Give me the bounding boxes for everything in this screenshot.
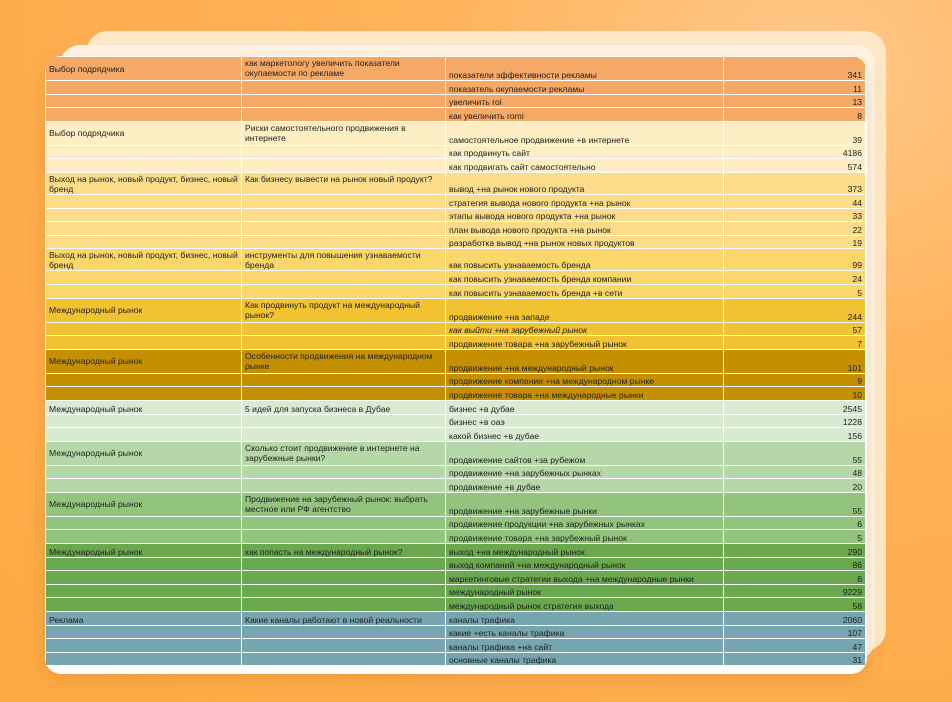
article-cell[interactable]: Как бизнесу вывести на рынок новый продукт? (242, 172, 446, 194)
frequency-cell[interactable]: 19 (724, 235, 866, 249)
table-row (46, 530, 866, 544)
frequency-cell[interactable]: 107 (724, 625, 866, 639)
article-cell[interactable] (242, 159, 446, 173)
topic-cell[interactable] (46, 639, 242, 653)
article-cell[interactable]: Риски самостоятельного продвижения в интернете (242, 121, 446, 145)
frequency-cell[interactable]: 2060 (724, 612, 866, 626)
table-row (46, 584, 866, 598)
table-row (46, 336, 866, 350)
article-cell[interactable] (242, 465, 446, 479)
keyword-cell[interactable]: продвижение товара +на международные рынки (446, 387, 724, 401)
frequency-cell[interactable]: 86 (724, 557, 866, 571)
topic-cell[interactable] (46, 235, 242, 249)
frequency-cell[interactable]: 156 (724, 428, 866, 442)
frequency-cell[interactable]: 574 (724, 159, 866, 173)
topic-cell[interactable]: Выход на рынок, новый продукт, бизнес, новый бренд (46, 172, 242, 194)
keyword-cell[interactable]: самостоятельное продвижение +в интернете (446, 121, 724, 145)
topic-cell[interactable] (46, 465, 242, 479)
keyword-table (45, 56, 866, 666)
table-row (46, 492, 866, 516)
table-row (46, 479, 866, 493)
table-row (46, 172, 866, 194)
article-cell[interactable]: Особенности продвижения на международном рынке (242, 349, 446, 373)
frequency-cell[interactable]: 33 (724, 208, 866, 222)
frequency-cell[interactable]: 55 (724, 492, 866, 516)
topic-cell[interactable] (46, 516, 242, 530)
frequency-cell[interactable]: 101 (724, 349, 866, 373)
article-cell[interactable] (242, 625, 446, 639)
topic-cell[interactable] (46, 414, 242, 428)
topic-cell[interactable] (46, 322, 242, 336)
topic-cell[interactable] (46, 557, 242, 571)
keyword-cell[interactable]: выход компаний +на международный рынок (446, 557, 724, 571)
frequency-cell[interactable]: 9 (724, 373, 866, 387)
article-cell[interactable] (242, 652, 446, 666)
keyword-cell[interactable]: план вывода нового продукта +на рынок (446, 222, 724, 236)
table-row (46, 81, 866, 95)
frequency-cell[interactable]: 244 (724, 298, 866, 322)
frequency-cell[interactable]: 9229 (724, 584, 866, 598)
article-cell[interactable]: как маркетологу увеличить показатели окупаемости по рекламе (242, 57, 446, 81)
frequency-cell[interactable]: 13 (724, 94, 866, 108)
article-cell[interactable]: Какие каналы работают в новой реальности (242, 612, 446, 626)
table-row (46, 194, 866, 208)
keyword-cell[interactable]: продвижение сайтов +за рубежом (446, 441, 724, 465)
topic-cell[interactable]: Выход на рынок, новый продукт, бизнес, новый бренд (46, 249, 242, 271)
keyword-cell[interactable]: выход +на международный рынок (446, 544, 724, 558)
article-cell[interactable] (242, 530, 446, 544)
topic-cell[interactable] (46, 81, 242, 95)
topic-cell[interactable]: Международный рынок (46, 349, 242, 373)
table-row (46, 516, 866, 530)
table-row (46, 557, 866, 571)
keyword-cell[interactable]: увеличить roi (446, 94, 724, 108)
table-row (46, 349, 866, 373)
table-row (46, 271, 866, 285)
article-cell[interactable] (242, 208, 446, 222)
frequency-cell[interactable]: 39 (724, 121, 866, 145)
topic-cell[interactable] (46, 284, 242, 298)
article-cell[interactable] (242, 222, 446, 236)
topic-cell[interactable] (46, 108, 242, 122)
article-cell[interactable] (242, 373, 446, 387)
topic-cell[interactable]: Международный рынок (46, 544, 242, 558)
topic-cell[interactable]: Выбор подрядчика (46, 121, 242, 145)
article-cell[interactable] (242, 194, 446, 208)
keyword-cell[interactable]: международный рынок стратегия выхода (446, 598, 724, 612)
frequency-cell[interactable]: 55 (724, 441, 866, 465)
keyword-cell[interactable]: какие +есть каналы трафика (446, 625, 724, 639)
table-row (46, 284, 866, 298)
keyword-cell[interactable]: какой бизнес +в дубае (446, 428, 724, 442)
keyword-cell[interactable]: продвижение товара +на зарубежный рынок (446, 336, 724, 350)
frequency-cell[interactable]: 57 (724, 322, 866, 336)
table-row (46, 94, 866, 108)
topic-cell[interactable]: Международный рынок (46, 441, 242, 465)
frequency-cell[interactable]: 6 (724, 571, 866, 585)
article-cell[interactable] (242, 145, 446, 159)
article-cell[interactable] (242, 81, 446, 95)
topic-cell[interactable] (46, 652, 242, 666)
article-cell[interactable] (242, 414, 446, 428)
table-row (46, 652, 866, 666)
table-row (46, 414, 866, 428)
frequency-cell[interactable]: 2545 (724, 400, 866, 414)
keyword-cell[interactable]: продвижение товара +на зарубежный рынок (446, 530, 724, 544)
frequency-cell[interactable]: 5 (724, 284, 866, 298)
table-row (46, 121, 866, 145)
topic-cell[interactable] (46, 145, 242, 159)
frequency-cell[interactable]: 31 (724, 652, 866, 666)
article-cell[interactable]: инструменты для повышения узнаваемости бренда (242, 249, 446, 271)
keyword-cell[interactable]: международный рынок (446, 584, 724, 598)
table-row (46, 544, 866, 558)
article-cell[interactable] (242, 571, 446, 585)
keyword-cell[interactable]: продвижение +в дубае (446, 479, 724, 493)
keyword-cell[interactable]: как повысить узнаваемость бренда компании (446, 271, 724, 285)
topic-cell[interactable] (46, 94, 242, 108)
article-cell[interactable]: Как продвинуть продукт на международный рынок? (242, 298, 446, 322)
keyword-cell[interactable]: вывод +на рынок нового продукта (446, 172, 724, 194)
topic-cell[interactable] (46, 598, 242, 612)
article-cell[interactable]: Продвижение на зарубежный рынок: выбрать местное или РФ агентство (242, 492, 446, 516)
topic-cell[interactable] (46, 194, 242, 208)
frequency-cell[interactable]: 290 (724, 544, 866, 558)
article-cell[interactable] (242, 598, 446, 612)
keyword-cell[interactable]: основные каналы трафика (446, 652, 724, 666)
topic-cell[interactable]: Выбор подрядчика (46, 57, 242, 81)
keyword-cell[interactable]: как продвигать сайт самостоятельно (446, 159, 724, 173)
table-row (46, 428, 866, 442)
keyword-cell[interactable]: продвижение компании +на международном рынке (446, 373, 724, 387)
frequency-cell[interactable]: 5 (724, 530, 866, 544)
table-row (46, 639, 866, 653)
keyword-cell[interactable]: показатели эффективности рекламы (446, 57, 724, 81)
frequency-cell[interactable]: 24 (724, 271, 866, 285)
keyword-cell[interactable]: как повысить узнаваемость бренда (446, 249, 724, 271)
topic-cell[interactable] (46, 222, 242, 236)
topic-cell[interactable] (46, 387, 242, 401)
table-row (46, 145, 866, 159)
topic-cell[interactable]: Международный рынок (46, 298, 242, 322)
article-cell[interactable] (242, 516, 446, 530)
frequency-cell[interactable]: 4186 (724, 145, 866, 159)
frequency-cell[interactable]: 373 (724, 172, 866, 194)
topic-cell[interactable] (46, 373, 242, 387)
keyword-table-body (46, 57, 866, 666)
topic-cell[interactable] (46, 571, 242, 585)
article-cell[interactable] (242, 271, 446, 285)
frequency-cell[interactable]: 44 (724, 194, 866, 208)
table-row (46, 108, 866, 122)
article-cell[interactable] (242, 94, 446, 108)
topic-cell[interactable] (46, 428, 242, 442)
article-cell[interactable] (242, 479, 446, 493)
keyword-cell[interactable]: разработка вывод +на рынок новых продуктов (446, 235, 724, 249)
article-cell[interactable] (242, 336, 446, 350)
topic-cell[interactable]: Международный рынок (46, 400, 242, 414)
table-row (46, 625, 866, 639)
table-row (46, 373, 866, 387)
keyword-cell[interactable]: как увеличить romi (446, 108, 724, 122)
table-row (46, 57, 866, 81)
frequency-cell[interactable]: 6 (724, 516, 866, 530)
spreadsheet-card (45, 56, 867, 674)
keyword-cell[interactable]: продвижение продукции +на зарубежных рынках (446, 516, 724, 530)
frequency-cell[interactable]: 1228 (724, 414, 866, 428)
article-cell[interactable] (242, 284, 446, 298)
keyword-cell[interactable]: каналы трафика (446, 612, 724, 626)
article-cell[interactable] (242, 235, 446, 249)
keyword-cell[interactable]: продвижение +на зарубежные рынки (446, 492, 724, 516)
table-row (46, 612, 866, 626)
article-cell[interactable] (242, 322, 446, 336)
keyword-cell[interactable]: продвижение +на зарубежных рынках (446, 465, 724, 479)
keyword-cell[interactable]: маркетинговые стратегии выхода +на международные рынки (446, 571, 724, 585)
frequency-cell[interactable]: 341 (724, 57, 866, 81)
topic-cell[interactable] (46, 208, 242, 222)
frequency-cell[interactable]: 10 (724, 387, 866, 401)
table-row (46, 159, 866, 173)
topic-cell[interactable] (46, 336, 242, 350)
article-cell[interactable] (242, 584, 446, 598)
table-row (46, 235, 866, 249)
frequency-cell[interactable]: 7 (724, 336, 866, 350)
table-row (46, 222, 866, 236)
frequency-cell[interactable]: 8 (724, 108, 866, 122)
frequency-cell[interactable]: 22 (724, 222, 866, 236)
keyword-cell[interactable]: этапы вывода нового продукта +на рынок (446, 208, 724, 222)
frequency-cell[interactable]: 20 (724, 479, 866, 493)
keyword-cell[interactable]: бизнес +в дубае (446, 400, 724, 414)
article-cell[interactable] (242, 557, 446, 571)
topic-cell[interactable] (46, 271, 242, 285)
table-row (46, 598, 866, 612)
table-row (46, 208, 866, 222)
table-row (46, 322, 866, 336)
keyword-cell[interactable]: бизнес +в оаэ (446, 414, 724, 428)
table-row (46, 400, 866, 414)
frequency-cell[interactable]: 48 (724, 465, 866, 479)
keyword-cell[interactable]: стратегия вывода нового продукта +на рынок (446, 194, 724, 208)
table-row (46, 571, 866, 585)
table-row (46, 249, 866, 271)
frequency-cell[interactable]: 11 (724, 81, 866, 95)
article-cell[interactable]: как попасть на международный рынок? (242, 544, 446, 558)
frequency-cell[interactable]: 58 (724, 598, 866, 612)
frequency-cell[interactable]: 99 (724, 249, 866, 271)
article-cell[interactable] (242, 108, 446, 122)
topic-cell[interactable]: Реклама (46, 612, 242, 626)
keyword-cell[interactable]: как продвинуть сайт (446, 145, 724, 159)
article-cell[interactable]: 5 идей для запуска бизнеса в Дубае (242, 400, 446, 414)
frequency-cell[interactable]: 47 (724, 639, 866, 653)
topic-cell[interactable] (46, 159, 242, 173)
table-row (46, 465, 866, 479)
topic-cell[interactable] (46, 584, 242, 598)
topic-cell[interactable]: Международный рынок (46, 492, 242, 516)
topic-cell[interactable] (46, 625, 242, 639)
article-cell[interactable]: Сколько стоит продвижение в интернете на зарубежные рынки? (242, 441, 446, 465)
table-row (46, 441, 866, 465)
keyword-cell[interactable]: продвижение +на западе (446, 298, 724, 322)
keyword-cell[interactable]: каналы трафика +на сайт (446, 639, 724, 653)
article-cell[interactable] (242, 387, 446, 401)
topic-cell[interactable] (46, 530, 242, 544)
article-cell[interactable] (242, 639, 446, 653)
keyword-cell[interactable]: показатель окупаемости рекламы (446, 81, 724, 95)
topic-cell[interactable] (46, 479, 242, 493)
keyword-cell[interactable]: как повысить узнаваемость бренда +в сети (446, 284, 724, 298)
article-cell[interactable] (242, 428, 446, 442)
table-row (46, 387, 866, 401)
keyword-cell[interactable]: продвижение +на международный рынок (446, 349, 724, 373)
table-row (46, 298, 866, 322)
keyword-cell[interactable]: как выйти +на зарубежный рынок (446, 322, 724, 336)
